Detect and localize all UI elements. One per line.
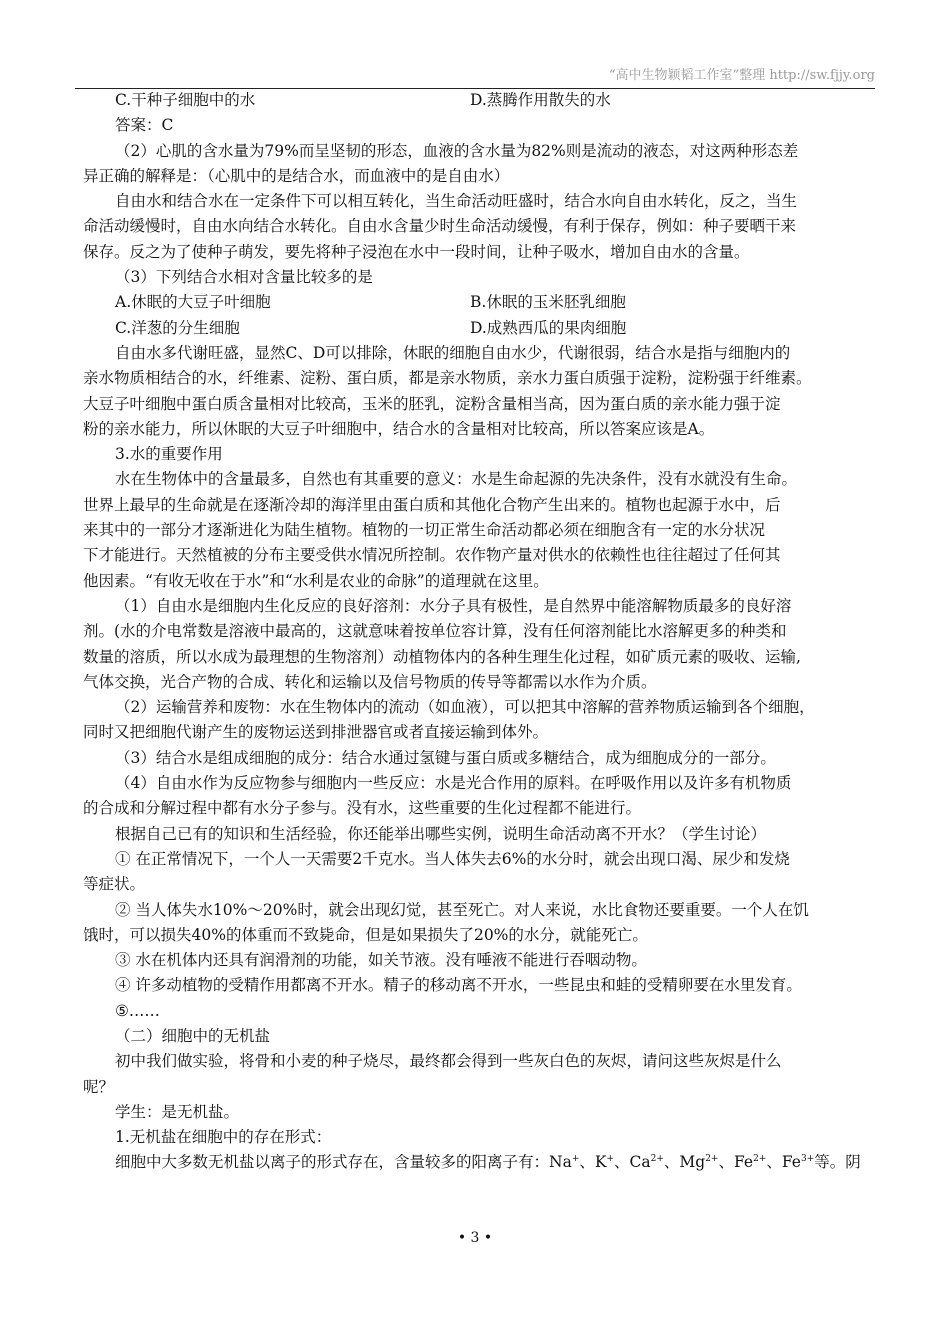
ions-text: 细胞中大多数无机盐以离子的形式存在，含量较多的阳离子有：Na <box>115 1153 572 1172</box>
example-1-line: ① 在正常情况下，一个人一天需要2千克水。当人体失去6%的水分时，就会出现口渴、尿少和发烧 <box>115 849 790 868</box>
example-3: ③ 水在机体内还具有润滑剂的功能，如关节液。没有唾液不能进行吞咽动物。 <box>115 951 647 970</box>
water-importance-line: 世界上最早的生命就是在逐渐冷却的海洋里由蛋白质和其他化合物产生出来的。植物也起源于水中，后 <box>83 495 781 514</box>
function-4-line: （4）自由水作为反应物参与细胞内一些反应：水是光合作用的原料。在呼吸作用以及许多有机物质 <box>115 774 792 793</box>
discussion-prompt: 根据自己已有的知识和生活经验，你还能举出哪些实例，说明生命活动离不开水？（学生讨论） <box>115 824 767 843</box>
ion-text: 、Mg <box>663 1153 706 1172</box>
page-header <box>75 66 875 89</box>
ion-charge: 3+ <box>800 1154 815 1165</box>
page-number: • 3 • <box>457 1230 493 1246</box>
q3-options-row1 <box>115 290 875 315</box>
q2-line: （2）心肌的含水量为79%而呈坚韧的形态，血液的含水量为82%则是流动的液态，对这两种形态差 <box>115 141 799 160</box>
q3-explanation-line: 大豆子叶细胞中蛋白质含量相对比较高，玉米的胚乳，淀粉含量相当高，因为蛋白质的亲水能力强于淀 <box>83 394 781 413</box>
example-2-line: 饿时，可以损失40%的体重而不致毙命，但是如果损失了20%的水分，就能死亡。 <box>83 925 648 944</box>
example-2-line: ② 当人体失水10%～20%时，就会出现幻觉，甚至死亡。对人来说，水比食物还要重要。一个人在饥 <box>115 900 809 919</box>
function-4-line: 的合成和分解过程中都有水分子参与。没有水，这些重要的生化过程都不能进行。 <box>83 799 642 818</box>
ion-charge: + <box>606 1154 614 1165</box>
ion-charge: + <box>571 1154 580 1165</box>
example-1-line: 等症状。 <box>83 875 146 894</box>
water-importance-line: 水在生物体中的含量最多，自然也有其重要的意义：水是生命起源的先决条件，没有水就没有生命。 <box>115 470 798 489</box>
question-line: 初中我们做实验，将骨和小麦的种子烧尽，最终都会得到一些灰白色的灰烬，请问这些灰烬是什么 <box>115 1052 782 1071</box>
q1-option-d: D.蒸腾作用散失的水 <box>470 91 611 109</box>
q3-option-b: B.休眠的玉米胚乳细胞 <box>470 293 626 312</box>
section-title: 3.水的重要作用 <box>115 445 223 464</box>
q1-answer: 答案：C <box>115 116 174 135</box>
subsection-title: 1.无机盐在细胞中的存在形式： <box>115 1128 332 1147</box>
student-answer: 学生：是无机盐。 <box>115 1102 240 1121</box>
function-3-line: （3）结合水是组成细胞的成分：结合水通过氢键与蛋白质或多糖结合，成为细胞成分的一部分。 <box>115 748 776 767</box>
function-1-line: 数量的溶质，所以水成为最理想的生物溶剂）动植物体内的各种生理生化过程，如矿质元素的吸收、运输, <box>83 647 801 666</box>
ion-text: 、Ca <box>614 1153 651 1172</box>
ion-charge: 2+ <box>753 1154 767 1165</box>
water-importance-line: 来其中的一部分才逐渐进化为陆生植物。植物的一切正常生命活动都必须在细胞含有一定的水分状况 <box>83 521 766 540</box>
q1-option-c: C.干种子细胞中的水 <box>115 91 256 109</box>
ion-charge: 2+ <box>650 1154 664 1165</box>
q1-options <box>115 88 875 113</box>
q3-option-d: D.成熟西瓜的果肉细胞 <box>470 318 627 337</box>
header-text: “高中生物颖韬工作室”整理 http://sw.fjjy.org <box>608 68 875 83</box>
conversion-line: 自由水和结合水在一定条件下可以相互转化，当生命活动旺盛时，结合水向自由水转化，反之，当生 <box>115 192 798 211</box>
ion-charge: 2+ <box>705 1154 719 1165</box>
page-content <box>83 88 875 1176</box>
function-1-line: 剂。(水的介电常数是溶液中最高的，这就意味着按单位容计算，没有任何溶剂能比水溶解更多的种类和 <box>83 622 787 641</box>
q3-explanation-line: 自由水多代谢旺盛，显然C、D可以排除，休眠的细胞自由水少，代谢很弱，结合水是指与细胞内的 <box>115 343 791 362</box>
example-4: ④ 许多动植物的受精作用都离不开水。精子的移动离不开水，一些昆虫和蛙的受精卵要在水里发育。 <box>115 976 802 995</box>
function-2-line: 同时又把细胞代谢产生的废物运送到排泄器官或者直接运输到体外。 <box>83 723 549 742</box>
function-1-line: （1）自由水是细胞内生化反应的良好溶剂：水分子具有极性，是自然界中能溶解物质最多的良好溶 <box>115 596 792 615</box>
question-line: 呢？ <box>83 1077 115 1096</box>
q3-option-c: C.洋葱的分生细胞 <box>115 318 240 337</box>
q3-title: （3）下列结合水相对含量比较多的是 <box>115 268 373 287</box>
function-1-line: 气体交换，光合产物的合成、转化和运输以及信号物质的传导等都需以水作为介质。 <box>83 672 657 691</box>
function-2-line: （2）运输营养和废物：水在生物体内的流动（如血液），可以把其中溶解的营养物质运输到各个细胞， <box>115 698 815 717</box>
section-title: （二）细胞中的无机盐 <box>115 1026 271 1045</box>
q3-explanation-line: 亲水物质相结合的水，纤维素、淀粉、蛋白质，都是亲水物质，亲水力蛋白质强于淀粉，淀粉强于纤维素。 <box>83 369 812 388</box>
ion-text: 、K <box>579 1153 607 1172</box>
q3-option-a: A.休眠的大豆子叶细胞 <box>115 293 271 312</box>
q3-options-row2 <box>115 316 875 341</box>
water-importance-line: 下才能进行。天然植被的分布主要受供水情况所控制。农作物产量对供水的依赖性也往往超过了任何其 <box>83 546 781 565</box>
example-5: ⑤…… <box>115 1001 160 1020</box>
ion-text: 、Fe <box>766 1153 801 1172</box>
conversion-line: 保存。反之为了使种子萌发，要先将种子浸泡在水中一段时间，让种子吸水，增加自由水的含量。 <box>83 242 750 261</box>
q3-explanation-line: 粉的亲水能力，所以休眠的大豆子叶细胞中，结合水的含量相对比较高，所以答案应该是A。 <box>83 419 715 438</box>
conversion-line: 命活动缓慢时，自由水向结合水转化。自由水含量少时生命活动缓慢，有利于保存，例如：种子要晒干来 <box>83 217 797 236</box>
ion-text: 等。阴 <box>814 1153 861 1172</box>
water-importance-line: 他因素。“有收无收在于水”和“水利是农业的命脉”的道理就在这里。 <box>83 571 549 590</box>
ions-line <box>115 1150 875 1175</box>
ion-text: 、Fe <box>718 1153 754 1172</box>
q2-line: 异正确的解释是：（心肌中的是结合水，而血液中的是自由水） <box>83 166 510 185</box>
